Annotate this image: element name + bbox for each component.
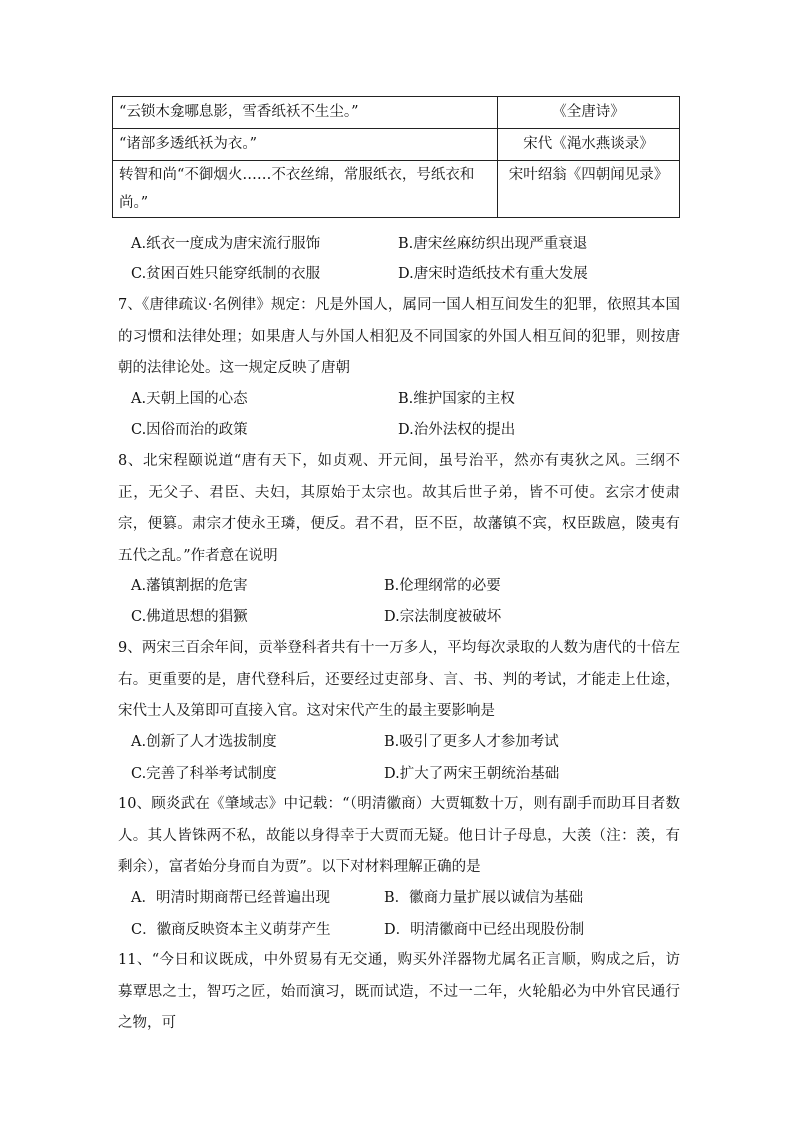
q9-option-a[interactable]: A.创新了人才选拔制度 xyxy=(131,734,277,750)
table-cell-source: 宋叶绍翁《四朝闻见录》 xyxy=(498,161,680,218)
q6-options-row-2 xyxy=(0,262,794,286)
q6-option-a[interactable]: A.纸衣一度成为唐宋流行服饰 xyxy=(131,236,321,252)
q9-option-b[interactable]: B.吸引了更多人才参加考试 xyxy=(384,734,559,750)
q9-option-c[interactable]: C.完善了科举考试制度 xyxy=(131,766,277,782)
q9-options-row-1 xyxy=(0,730,794,754)
table-cell-quote: “云锁木龛哪息影，雪香纸袄不生尘。” xyxy=(113,97,498,129)
q6-options-row-1 xyxy=(0,232,794,256)
table-cell-source: 宋代《渑水燕谈录》 xyxy=(498,129,680,161)
q7-options-row-2 xyxy=(0,418,794,442)
q7-option-b[interactable]: B.维护国家的主权 xyxy=(398,391,515,407)
q10-options-row-1 xyxy=(0,886,794,910)
q7-option-d[interactable]: D.治外法权的提出 xyxy=(398,422,516,438)
q8-option-c[interactable]: C.佛道思想的猖獗 xyxy=(131,609,248,625)
table-row xyxy=(113,161,680,218)
q10-option-d[interactable]: D．明清徽商中已经出现股份制 xyxy=(384,922,585,938)
table-row xyxy=(113,97,680,129)
q8-option-a[interactable]: A.藩镇割据的危害 xyxy=(131,578,248,594)
q8-option-d[interactable]: D.宗法制度被破坏 xyxy=(384,609,502,625)
q8-option-b[interactable]: B.伦理纲常的必要 xyxy=(384,578,501,594)
q11-stem: 11、“今日和议既成，中外贸易有无交通，购买外洋器物尤属名正言顺，购成之后，访募覃思之士，智巧之匠，始而演习，既而试造，不过一二年，火轮船必为中外官民通行之物，可 xyxy=(118,952,680,1031)
q10-option-c[interactable]: C．徽商反映资本主义萌芽产生 xyxy=(131,922,331,938)
table-row xyxy=(113,129,680,161)
q10-options-row-2 xyxy=(0,918,794,942)
q9-option-d[interactable]: D.扩大了两宋王朝统治基础 xyxy=(384,766,560,782)
q9-stem: 9、两宋三百余年间，贡举登科者共有十一万多人，平均每次录取的人数为唐代的十倍左右。更重要的是，唐代登科后，还要经过吏部身、言、书、判的考试，才能走上仕途，宋代士人及第即可直接入官。这对宋代产生的最主要影响是 xyxy=(118,640,680,719)
q10-stem: 10、顾炎武在《肇域志》中记载：“（明清徽商）大贾辄数十万，则有副手而助耳目者数人。其人皆铢两不私，故能以身得幸于大贾而无疑。他日计子母息，大羡（注：羡，有剩余），富者始分身而自为贾”。以下对材料理解正确的是 xyxy=(118,796,680,875)
q7-option-c[interactable]: C.因俗而治的政策 xyxy=(131,422,248,438)
q8-options-row-2 xyxy=(0,605,794,629)
q7-options-row-1 xyxy=(0,387,794,411)
q10-option-a[interactable]: A．明清时期商帮已经普遍出现 xyxy=(131,890,330,906)
q8-options-row-1 xyxy=(0,574,794,598)
q6-option-b[interactable]: B.唐宋丝麻纺织出现严重衰退 xyxy=(398,236,588,252)
q8-stem: 8、北宋程颐说道“唐有天下，如贞观、开元间，虽号治平，然亦有夷狄之风。三纲不正，无父子、君臣、夫妇，其原始于太宗也。故其后世子弟，皆不可使。玄宗才使肃宗，便篡。肃宗才使永王璘，便反。君不君，臣不臣，故藩镇不宾，权臣跋扈，陵夷有五代之乱。”作者意在说明 xyxy=(118,453,680,564)
q10-option-b[interactable]: B．徽商力量扩展以诚信为基础 xyxy=(384,890,584,906)
source-table xyxy=(112,96,680,218)
table-cell-quote: “诸部多透纸袄为衣。” xyxy=(113,129,498,161)
q7-stem: 7、《唐律疏议·名例律》规定：凡是外国人，属同一国人相互间发生的犯罪，依照其本国的习惯和法律处理；如果唐人与外国人相犯及不同国家的外国人相互间的犯罪，则按唐朝的法律论处。这一规定反映了唐朝 xyxy=(118,297,680,376)
q6-option-d[interactable]: D.唐宋时造纸技术有重大发展 xyxy=(398,266,588,282)
q6-option-c[interactable]: C.贫困百姓只能穿纸制的衣服 xyxy=(131,266,321,282)
table-cell-source: 《全唐诗》 xyxy=(498,97,680,129)
q7-option-a[interactable]: A.天朝上国的心态 xyxy=(131,391,248,407)
table-cell-quote: 转智和尚“不御烟火……不衣丝绵，常服纸衣，号纸衣和尚。” xyxy=(113,161,498,218)
q9-options-row-2 xyxy=(0,762,794,786)
